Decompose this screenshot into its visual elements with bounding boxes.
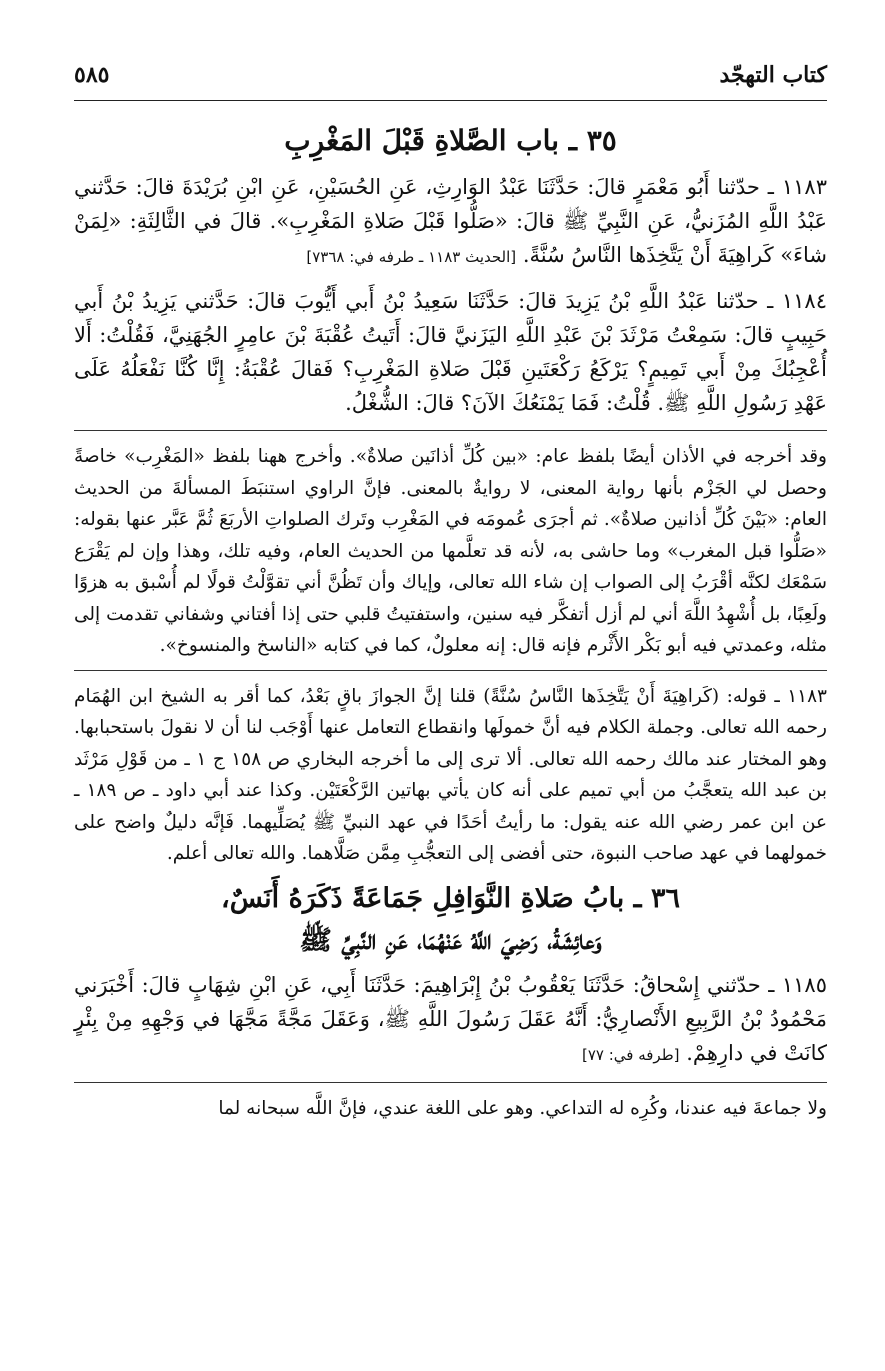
hadith-text: ١١٨٤ ـ حدّثنا عَبْدُ اللَّهِ بْنُ يَزِيدَ قالَ: حَدَّثَنَا سَعِيدُ بْنُ أَبي أَيُّوبَ قالَ: حَدَّثني يَزِيدُ بْنُ أَبي حَبِيبٍ قالَ: سَمِعْتُ مَرْثَدَ بْنَ عَبْدِ اللَّهِ اليَزَنيَّ قالَ: أَتَيتُ عُقْبَةَ بْنَ عامِرٍ الجُهَنِيَّ، فَقُلْتُ: أَلا أُعْجِبُكَ مِنْ أَبي تَمِيمٍ؟ يَرْكَعُ رَكْعَتَينِ قَبْلَ صَلاةِ المَغْرِبِ؟ فَقالَ عُقْبَةُ: إِنَّا كُنَّا نَفْعَلُهُ عَلَى عَهْدِ رَسُولِ اللَّهِ ﷺ. قُلْتُ: فَمَا يَمْنَعُكَ الآنَ؟ قالَ: الشُّغْلُ.	[74, 289, 827, 415]
chapter-title-line: ٣٦ ـ بابُ صَلاةِ النَّوَافِلِ جَمَاعَةً ذَكَرَهُ أَنَسٌ،	[221, 882, 680, 914]
commentary-paragraph: ١١٨٣ ـ قوله: (كَراهِيَةَ أَنْ يَتَّخِذَها النَّاسُ سُنَّةً) قلنا إنَّ الجوازَ باقٍ بَعْدُ، كما أقر به الشيخ ابن الهُمَام رحمه الله تعالى. وجملة الكلام فيه أنَّ خمولَها وانقطاع التعامل عنها أَوْجَب لنا أن لا نقولَ باستحبابها. وهو المختار عند مالك رحمه الله تعالى. ألا ترى إلى ما أخرجه البخاري ص ١٥٨ ج ١ ـ من قَوْلِ مَرْثَد بن عبد الله يتعجَّبُ من أبي تميم على أنه كان يأتي بهاتين الرَّكْعَتَيْن. وكذا عند أبي داود ـ ص ١٨٩ ـ عن ابن عمر رضي الله عنه يقول: ما رأيتُ أحَدًا في عهد النبيِّ ﷺ يُصَلِّيهما. فَإنَّه دليلٌ واضح على خمولهما في عهد صاحب النبوة، حتى أفضى إلى التعجُّبِ مِمَّن صَلَّاهما. والله تعالى أعلم.	[74, 685, 828, 864]
header-rule	[74, 100, 827, 101]
hadith-1185	[74, 968, 827, 1072]
commentary-paragraph: وقد أخرجه في الأذان أيضًا بلفظ عام: «بين كُلِّ أذانَين صلاةٌ». وأخرج ههنا بلفظ «المَغْرِب» خاصةً وحصل لي الجَزْم بأنها رواية المعنى، لا روايةٌ بالمعنى. فإنَّ الراوي استنبَطَ المسألةَ من الحديث العام: «بَيْنَ كُلِّ أذانين صلاةٌ». ثم أجرَى عُمومَه في المَغْرِب وتَرك الصلواتِ الأربَعَ ثُمَّ عَبَّر عنها بقوله: «صَلُّوا قبل المغرب» وما حاشى به، لأنه قد تعلَّمها من الحديث العام، وفيه تلك، وهذا وإن لم يَقْرَع سَمْعَك لكنَّه أقْرَبُ إلى الصواب إن شاء الله تعالى، وإياك وأن تَظُنَّ أني تقوَّلْتُ قولًا لم أُسْبق به هزوًا ولَعِبًا، بل أُشْهِدُ اللَّهَ أني لم أزل أتفكَّر فيه سنين، واستفتيتُ قلبي حتى إذا أفتاني وشفاني تقدمت إلى مثله، وعمدتي فيه أبو بَكْر الأَثْرم فإنه قال: إنه معلولٌ، كما في كتابه «الناسخ والمنسوخ».	[74, 446, 827, 656]
page-number: ٥٨٥	[74, 62, 110, 88]
hadith-text: ١١٨٣ ـ حدّثنا أَبُو مَعْمَرٍ قالَ: حَدَّثَنَا عَبْدُ الوَارِثِ، عَنِ الحُسَيْنِ، عَنِ ابْنِ بُرَيْدَةَ قالَ: حَدَّثني عَبْدُ اللَّهِ المُزَنيُّ، عَنِ النَّبِيِّ ﷺ قالَ: «صَلُّوا قَبْلَ صَلاةِ المَغْرِبِ». قالَ في الثَّالِثَةِ: «لِمَنْ شاءَ» كَراهِيَةَ أَنْ يَتَّخِذَها النَّاسُ سُنَّةً.	[74, 175, 827, 267]
page-body	[74, 116, 827, 1132]
hadith-reference: [طرفه في: ٧٧]	[581, 1045, 680, 1064]
chapter-title: ٣٥ ـ باب الصَّلاةِ قَبْلَ المَغْرِبِ	[284, 124, 617, 157]
hadith-reference: [الحديث ١١٨٣ ـ طرفه في: ٧٣٦٨]	[306, 248, 517, 266]
running-header	[74, 58, 827, 98]
section-divider	[74, 430, 827, 431]
hadith-1183	[74, 170, 827, 274]
book-title: كتاب التهجّد	[719, 62, 827, 88]
hadith-text: ١١٨٥ ـ حدّثني إِسْحاقُ: حَدَّثَنَا يَعْقُوبُ بْنُ إِبْرَاهِيمَ: حَدَّثَنَا أَبِي، عَنِ ابْنِ شِهَابٍ قالَ: أَخْبَرَني مَحْمُودُ بْنُ الرَّبِيعِ الأَنْصارِيُّ: أَنَّهُ عَقَلَ رَسُولَ اللَّهِ ﷺ، وَعَقَلَ مَجَّةً مَجَّهَا في وَجْهِهِ مِنْ بِئْرٍ كانَتْ في دارِهِمْ.	[74, 972, 827, 1065]
chapter-title	[74, 878, 827, 962]
section-divider	[74, 1082, 827, 1083]
commentary-paragraph: ولا جماعةَ فيه عندنا، وكُرِه له التداعي. وهو على اللغة عندي، فإنَّ اللَّه سبحانه لما	[218, 1097, 827, 1119]
section-divider	[74, 670, 827, 671]
hadith-1184	[74, 284, 827, 420]
chapter-title-line: وَعائِشَةُ، رَضِيَ اللَّهُ عَنْهُمَا، عَنِ النَّبِيِّ ﷺ	[299, 924, 602, 956]
